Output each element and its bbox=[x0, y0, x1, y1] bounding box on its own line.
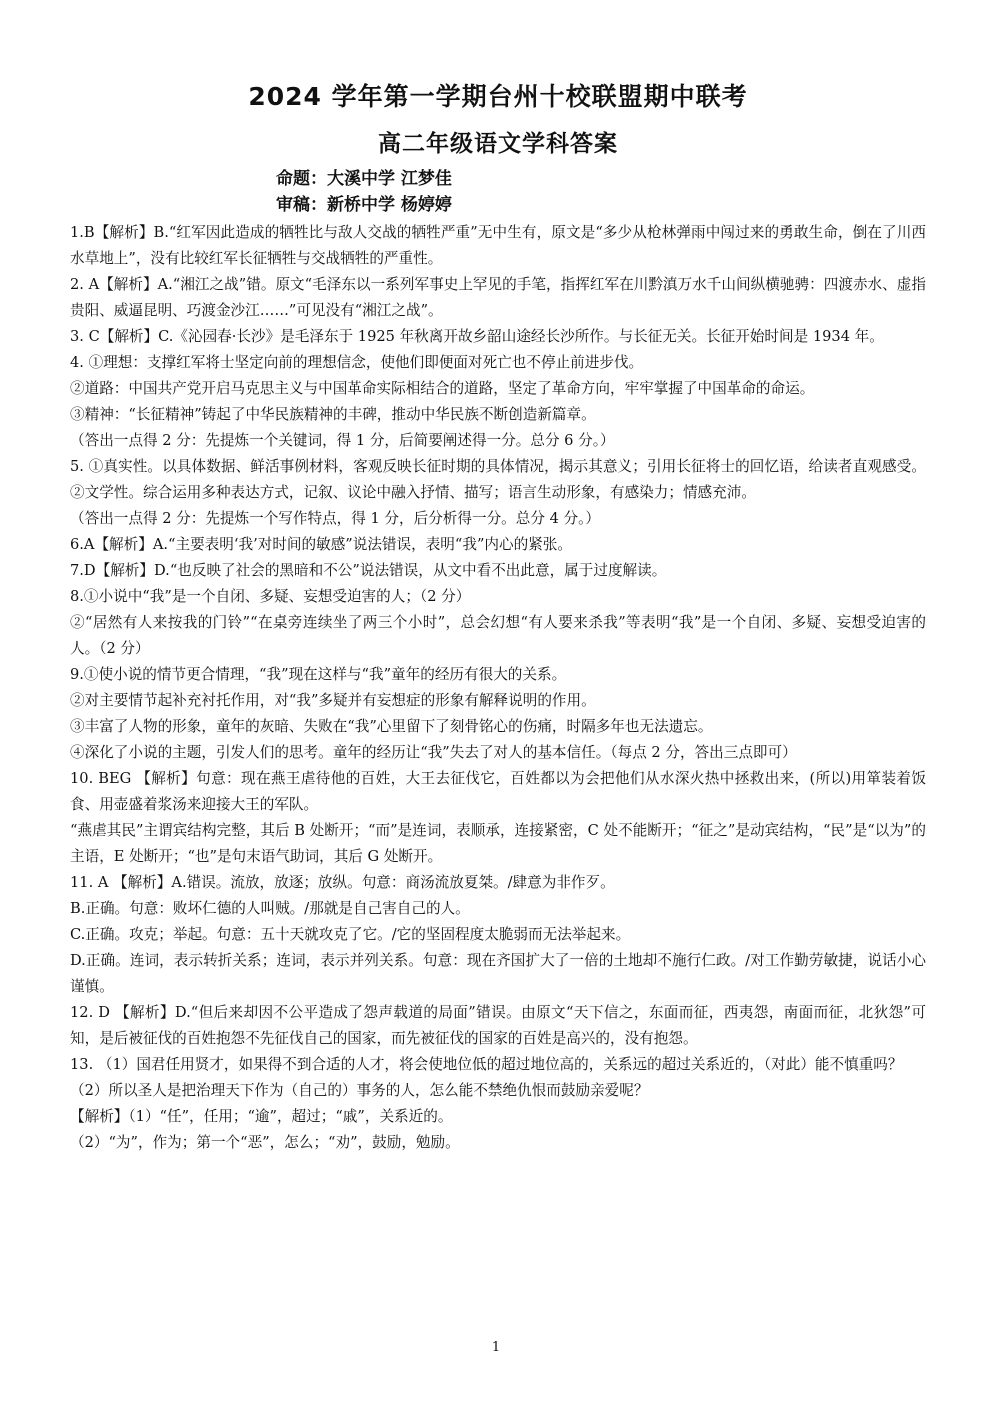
answer-paragraph: （2）所以圣人是把治理天下作为（自己的）事务的人，怎么能不禁绝仇恨而鼓励亲爱呢？ bbox=[70, 1082, 649, 1099]
answer-paragraph: （答出一点得 2 分：先提炼一个写作特点，得 1 分，后分析得一分。总分 4 分。） bbox=[70, 510, 600, 527]
answer-paragraph: D.正确。连词，表示转折关系；连词，表示并列关系。句意：现在齐国扩大了一倍的土地却不施行仁政。/对工作勤劳敏捷，说话小心谨慎。 bbox=[70, 952, 926, 995]
answer-paragraph: ②对主要情节起补充衬托作用，对“我”多疑并有妄想症的形象有解释说明的作用。 bbox=[70, 692, 596, 709]
answer-paragraph: 4. ①理想：支撑红军将士坚定向前的理想信念，使他们即便面对死亡也不停止前进步伐。 bbox=[70, 354, 644, 371]
answer-paragraph: 1.B【解析】B.“红军因此造成的牺牲比与敌人交战的牺牲严重”无中生有，原文是“多少从枪林弹雨中闯过来的勇敢生命，倒在了川西水草地上”，没有比较红军长征牺牲与交战牺牲的严重性。 bbox=[70, 224, 926, 267]
answer-paragraph: 8.①小说中“我”是一个自闭、多疑、妄想受迫害的人；（2 分） bbox=[70, 588, 471, 605]
answer-paragraph: C.正确。攻克；举起。句意：五十天就攻克了它。/它的坚固程度太脆弱而无法举起来。 bbox=[70, 926, 631, 943]
answer-paragraph: 11. A 【解析】A.错误。流放，放逐；放纵。句意：商汤流放夏桀。/肆意为非作歹。 bbox=[70, 874, 615, 891]
answer-paragraph: ②道路：中国共产党开启马克思主义与中国革命实际相结合的道路，坚定了革命方向，牢牢掌握了中国革命的命运。 bbox=[70, 380, 815, 397]
document-title: 2024 学年第一学期台州十校联盟期中联考 bbox=[248, 82, 748, 111]
answer-paragraph: 10. BEG 【解析】句意：现在燕王虐待他的百姓，大王去征伐它，百姓都以为会把他们从水深火热中拯救出来，(所以)用箪装着饭食、用壶盛着浆汤来迎接大王的军队。 bbox=[70, 770, 926, 813]
answer-paragraph: 【解析】（1）“任”，任用；“逾”，超过；“戚”，关系近的。 bbox=[70, 1108, 453, 1125]
page-number: 1 bbox=[491, 1340, 501, 1355]
answer-content bbox=[70, 220, 926, 1156]
answer-paragraph: 13. （1）国君任用贤才，如果得不到合适的人才，将会使地位低的超过地位高的，关系远的超过关系近的，（对此）能不慎重吗？ bbox=[70, 1056, 903, 1073]
answer-paragraph: 3. C【解析】C.《沁园春·长沙》是毛泽东于 1925 年秋离开故乡韶山途经长沙所作。与长征无关。长征开始时间是 1934 年。 bbox=[70, 328, 884, 345]
answer-paragraph: “燕虐其民”主谓宾结构完整，其后 B 处断开；“而”是连词，表顺承，连接紧密，C 处不能断开；“征之”是动宾结构，“民”是“以为”的主语，E 处断开；“也”是句末语气助词，其后 G 处断开。 bbox=[70, 822, 926, 865]
document-subtitle: 高二年级语文学科答案 bbox=[378, 131, 618, 157]
answer-paragraph: 2. A【解析】A.“湘江之战”错。原文“毛泽东以一系列军事史上罕见的手笔，指挥红军在川黔滇万水千山间纵横驰骋：四渡赤水、虚指贵阳、威逼昆明、巧渡金沙江……”可见没有“湘江之战”。 bbox=[70, 276, 926, 319]
answer-paragraph: （答出一点得 2 分：先提炼一个关键词，得 1 分，后简要阐述得一分。总分 6 分。） bbox=[70, 432, 615, 449]
answer-sheet-page bbox=[70, 80, 926, 1156]
answer-paragraph: ③丰富了人物的形象，童年的灰暗、失败在“我”心里留下了刻骨铭心的伤痛，时隔多年也无法遗忘。 bbox=[70, 718, 713, 735]
author-line-reviewer: 审稿：新桥中学 杨婷婷 bbox=[276, 195, 452, 215]
answer-paragraph: ④深化了小说的主题，引发人们的思考。童年的经历让“我”失去了对人的基本信任。（每点 2 分，答出三点即可） bbox=[70, 744, 797, 761]
answer-paragraph: B.正确。句意：败坏仁德的人叫贼。/那就是自己害自己的人。 bbox=[70, 900, 470, 917]
author-line-proposer: 命题：大溪中学 江梦佳 bbox=[276, 169, 452, 189]
answer-paragraph: ②“居然有人来按我的门铃”“在桌旁连续坐了两三个小时”，总会幻想“有人要来杀我”等表明“我”是一个自闭、多疑、妄想受迫害的人。（2 分） bbox=[70, 614, 926, 657]
answer-paragraph: ③精神：“长征精神”铸起了中华民族精神的丰碑，推动中华民族不断创造新篇章。 bbox=[70, 406, 596, 423]
answer-paragraph: 9.①使小说的情节更合情理，“我”现在这样与“我”童年的经历有很大的关系。 bbox=[70, 666, 567, 683]
answer-paragraph: 12. D 【解析】D.“但后来却因不公平造成了怨声载道的局面”错误。由原文“天下信之，东面而征，西夷怨，南面而征，北狄怨”可知，是后被征伐的百姓抱怨不先征伐自己的国家，而先被征伐的国家的百姓是高兴的，没有抱怨。 bbox=[70, 1004, 926, 1047]
answer-paragraph: 5. ①真实性。以具体数据、鲜活事例材料，客观反映长征时期的具体情况，揭示其意义；引用长征将士的回忆语，给读者直观感受。②文学性。综合运用多种表达方式，记叙、议论中融入抒情、描写；语言生动形象，有感染力；情感充沛。 bbox=[70, 458, 926, 501]
answer-paragraph: （2）“为”，作为；第一个“恶”，怎么；“劝”，鼓励，勉励。 bbox=[70, 1134, 460, 1151]
answer-paragraph: 6.A【解析】A.“主要表明‘我’对时间的敏感”说法错误，表明“我”内心的紧张。 bbox=[70, 536, 572, 553]
answer-paragraph: 7.D【解析】D.“也反映了社会的黑暗和不公”说法错误，从文中看不出此意，属于过度解读。 bbox=[70, 562, 667, 579]
